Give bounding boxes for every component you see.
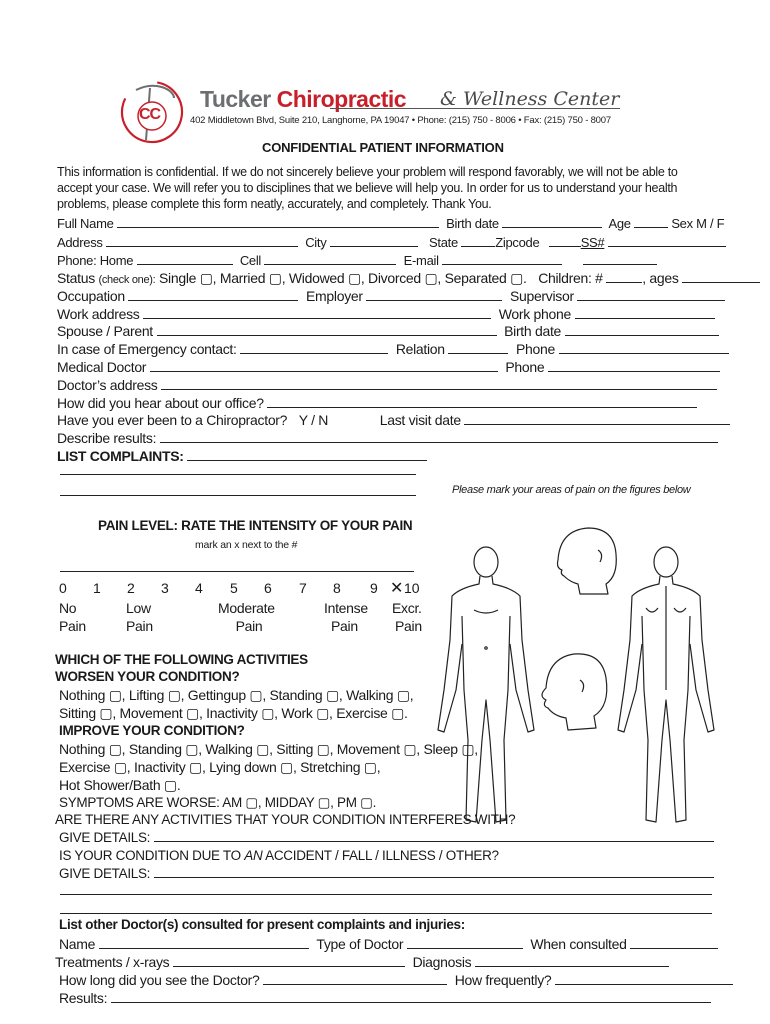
medical-doctor-label: Medical Doctor (57, 359, 147, 375)
supervisor-label: Supervisor (509, 288, 574, 304)
complaints-line-2[interactable] (60, 474, 416, 475)
body-figures[interactable] (430, 520, 750, 850)
brand-word-tucker: Tucker (200, 86, 271, 112)
pain-number-8[interactable]: 8 (333, 580, 341, 596)
doctor-type-label: Type of Doctor (316, 936, 404, 952)
activities-heading-1: WHICH OF THE FOLLOWING ACTIVITIES (55, 652, 308, 667)
row-medical-doctor (57, 359, 720, 375)
row-give-details-1 (59, 830, 714, 845)
spouse-birth-field[interactable] (565, 324, 719, 336)
diagnosis-field[interactable] (475, 955, 669, 967)
doctor-name-field[interactable] (99, 937, 309, 949)
pain-number-1[interactable]: 1 (93, 580, 101, 596)
row-describe-results (57, 430, 718, 446)
pain-number-7[interactable]: 7 (299, 580, 307, 596)
pain-number-6[interactable]: 6 (264, 580, 272, 596)
medical-doctor-phone-label: Phone (505, 359, 545, 375)
work-phone-field[interactable] (575, 307, 715, 319)
pain-number-10[interactable]: 10 (404, 580, 420, 596)
row-give-details-2 (59, 866, 714, 881)
pain-level-title: PAIN LEVEL: RATE THE INTENSITY OF YOUR PAIN (98, 518, 413, 533)
work-address-label: Work address (57, 306, 140, 322)
row-status (57, 270, 760, 287)
zipcode-field[interactable] (549, 235, 581, 247)
chiropractor-yn[interactable]: Y / N (298, 412, 329, 428)
occupation-label: Occupation (57, 288, 125, 304)
emergency-phone-label: Phone (515, 341, 555, 357)
birth-date-label: Birth date (446, 216, 499, 231)
clinic-logo (116, 76, 188, 148)
intro-line: This information is confidential. If we do not sincerely believe your problem will respond favorably, we will not be able to (57, 165, 678, 179)
results-field[interactable] (111, 991, 711, 1003)
describe-results-field[interactable] (160, 431, 718, 443)
row-list-complaints (57, 448, 427, 464)
form-title: CONFIDENTIAL PATIENT INFORMATION (262, 140, 504, 155)
details-line-3[interactable] (60, 913, 712, 914)
last-visit-field[interactable] (464, 413, 730, 425)
pain-label-no: No Pain (59, 600, 86, 634)
doctor-name-label: Name (59, 936, 96, 952)
brand-underline (330, 108, 620, 109)
state-field[interactable] (461, 235, 495, 247)
hear-about-field[interactable] (267, 396, 697, 408)
pain-scale-line[interactable] (60, 571, 414, 572)
complaints-line-3[interactable] (60, 495, 416, 496)
email-field-cont[interactable] (583, 253, 657, 265)
age-field[interactable] (634, 216, 668, 228)
occupation-field[interactable] (128, 289, 298, 301)
emergency-phone-field[interactable] (559, 342, 729, 354)
hear-about-label: How did you hear about our office? (57, 395, 264, 411)
employer-label: Employer (306, 288, 363, 304)
details-line-2[interactable] (60, 894, 712, 895)
improve-options-2[interactable]: Exercise ▢, Inactivity ▢, Lying down ▢, Stretching ▢, (59, 759, 381, 775)
row-work-address (57, 306, 715, 322)
row-chiropractor (57, 412, 730, 428)
row-how-long (59, 972, 733, 988)
cell-label: Cell (239, 253, 262, 268)
row-address (57, 235, 726, 250)
treatments-field[interactable] (173, 955, 405, 967)
when-consulted-field[interactable] (630, 937, 718, 949)
describe-results-label: Describe results: (57, 430, 157, 446)
spouse-birth-label: Birth date (504, 323, 562, 339)
phone-home-label: Phone: Home (57, 253, 134, 268)
results-label: Results: (59, 990, 108, 1006)
list-complaints-field[interactable] (187, 449, 427, 461)
ss-label: SS# (580, 235, 605, 250)
give-details-field-1[interactable] (154, 830, 714, 842)
pain-mark-x: ✕ (390, 580, 404, 597)
give-details-label-1: GIVE DETAILS: (59, 830, 151, 845)
ages-field[interactable] (682, 271, 760, 283)
address-line: 402 Middletown Blvd, Suite 210, Langhorne, PA 19047 • Phone: (215) 750 - 8006 • Fax: (215) 750 - 8007 (190, 115, 611, 126)
front-body-figure[interactable] (438, 547, 534, 822)
list-complaints-label: LIST COMPLAINTS: (57, 448, 184, 464)
relation-label: Relation (395, 341, 445, 357)
pain-label-moderate: Moderate Pain (218, 600, 275, 634)
head-side-figure-top[interactable] (558, 528, 617, 594)
treatments-label: Treatments / x-rays (55, 954, 170, 970)
improve-options-1[interactable]: Nothing ▢, Standing ▢, Walking ▢, Sitting ▢, Movement ▢, Sleep ▢, (59, 741, 478, 757)
logo-monogram: CC (139, 106, 161, 123)
phone-home-field[interactable] (137, 253, 233, 265)
medical-doctor-field[interactable] (150, 360, 498, 372)
head-side-figure-bottom[interactable] (542, 654, 607, 730)
spouse-field[interactable] (157, 324, 497, 336)
work-address-field[interactable] (143, 307, 491, 319)
row-full-name (57, 216, 724, 231)
due-to-question: IS YOUR CONDITION DUE TO AN ACCIDENT / FALL / ILLNESS / OTHER? (59, 848, 499, 863)
other-doctors-heading: List other Doctor(s) consulted for present complaints and injuries: (59, 917, 465, 932)
work-phone-label: Work phone (498, 306, 571, 322)
pain-figures-note: Please mark your areas of pain on the figures below (452, 484, 691, 496)
chiropractor-label: Have you ever been to a Chiropractor? (57, 412, 288, 428)
spouse-label: Spouse / Parent (57, 323, 153, 339)
pain-number-5[interactable]: 5 (230, 580, 238, 596)
when-consulted-label: When consulted (530, 936, 627, 952)
children-field[interactable] (606, 271, 642, 283)
improve-heading: IMPROVE YOUR CONDITION? (59, 723, 245, 738)
row-emergency (57, 341, 729, 357)
emergency-label: In case of Emergency contact: (57, 341, 237, 357)
pain-label-intense: Intense Pain (324, 600, 368, 634)
row-doctors-address (57, 377, 717, 393)
ages-label: , ages (642, 270, 679, 286)
children-label: Children: # (538, 270, 603, 286)
email-label: E-mail (403, 253, 439, 268)
ss-field[interactable] (608, 235, 726, 247)
pain-number-0[interactable]: 0 (59, 580, 67, 596)
pain-number-3[interactable]: 3 (161, 580, 169, 596)
email-field[interactable] (442, 253, 562, 265)
symptoms-worse[interactable]: SYMPTOMS ARE WORSE: AM ▢, MIDDAY ▢, PM ▢. (59, 795, 377, 810)
doctor-type-field[interactable] (407, 937, 523, 949)
give-details-label-2: GIVE DETAILS: (59, 866, 151, 881)
pain-label-excr: Excr. Pain (392, 600, 422, 634)
supervisor-field[interactable] (577, 289, 725, 301)
how-long-label: How long did you see the Doctor? (59, 972, 260, 988)
row-phone (57, 253, 657, 268)
activities-heading-2: WORSEN YOUR CONDITION? (55, 669, 240, 684)
cell-field[interactable] (264, 253, 396, 265)
worsen-options-1[interactable]: Nothing ▢, Lifting ▢, Gettingup ▢, Standing ▢, Walking ▢, (59, 687, 414, 703)
row-results (59, 990, 711, 1006)
diagnosis-label: Diagnosis (412, 954, 472, 970)
status-options[interactable]: Single ▢, Married ▢, Widowed ▢, Divorced ▢, Separated ▢. (159, 270, 527, 286)
relation-field[interactable] (448, 342, 508, 354)
doctors-address-field[interactable] (161, 378, 717, 390)
how-frequently-field[interactable] (555, 973, 733, 985)
row-doctor-name (59, 936, 718, 952)
age-label: Age (608, 216, 631, 231)
row-hear-about (57, 395, 697, 411)
brand-script: & Wellness Center (440, 88, 620, 110)
status-label: Status (57, 270, 95, 286)
pain-number-4[interactable]: 4 (195, 580, 203, 596)
worsen-options-2[interactable]: Sitting ▢, Movement ▢, Inactivity ▢, Work ▢, Exercise ▢. (59, 705, 408, 721)
give-details-field-2[interactable] (154, 866, 714, 878)
medical-doctor-phone-field[interactable] (548, 360, 720, 372)
address-label: Address (57, 235, 103, 250)
employer-field[interactable] (366, 289, 502, 301)
improve-options-3[interactable]: Hot Shower/Bath ▢. (59, 777, 181, 793)
status-hint: (check one): (98, 274, 156, 286)
zipcode-label: Zipcode (495, 235, 540, 250)
intro-paragraph (57, 164, 678, 212)
back-body-figure[interactable] (618, 547, 714, 822)
state-label: State (429, 235, 458, 250)
address-field[interactable] (106, 235, 298, 247)
pain-scale-numbers (57, 580, 437, 598)
birth-date-field[interactable] (502, 216, 602, 228)
pain-label-low: Low Pain (126, 600, 153, 634)
sex-label[interactable]: Sex M / F (671, 216, 725, 231)
how-frequently-label: How frequently? (454, 972, 552, 988)
how-long-field[interactable] (263, 973, 447, 985)
doctors-address-label: Doctor’s address (57, 377, 158, 393)
pain-level-subtitle: mark an x next to the # (195, 539, 298, 551)
full-name-field[interactable] (117, 216, 439, 228)
row-occupation (57, 288, 725, 304)
row-treatments (55, 954, 669, 970)
intro-line: accept your case. We will refer you to disciplines that we believe will help you. In order for us to understand your health (57, 181, 678, 195)
row-spouse (57, 323, 719, 339)
emergency-field[interactable] (240, 342, 388, 354)
pain-number-9[interactable]: 9 (370, 580, 378, 596)
intro-line: problems, please complete this form neatly, accurately, and completely. Thank You. (57, 197, 492, 211)
full-name-label: Full Name (57, 216, 114, 231)
city-label: City (305, 235, 327, 250)
brand-word-chiropractic: Chiropractic (276, 86, 407, 112)
pain-number-2[interactable]: 2 (127, 580, 135, 596)
city-field[interactable] (330, 235, 418, 247)
interferes-question: ARE THERE ANY ACTIVITIES THAT YOUR CONDITION INTERFERES WITH? (55, 812, 516, 827)
last-visit-label: Last visit date (379, 412, 461, 428)
